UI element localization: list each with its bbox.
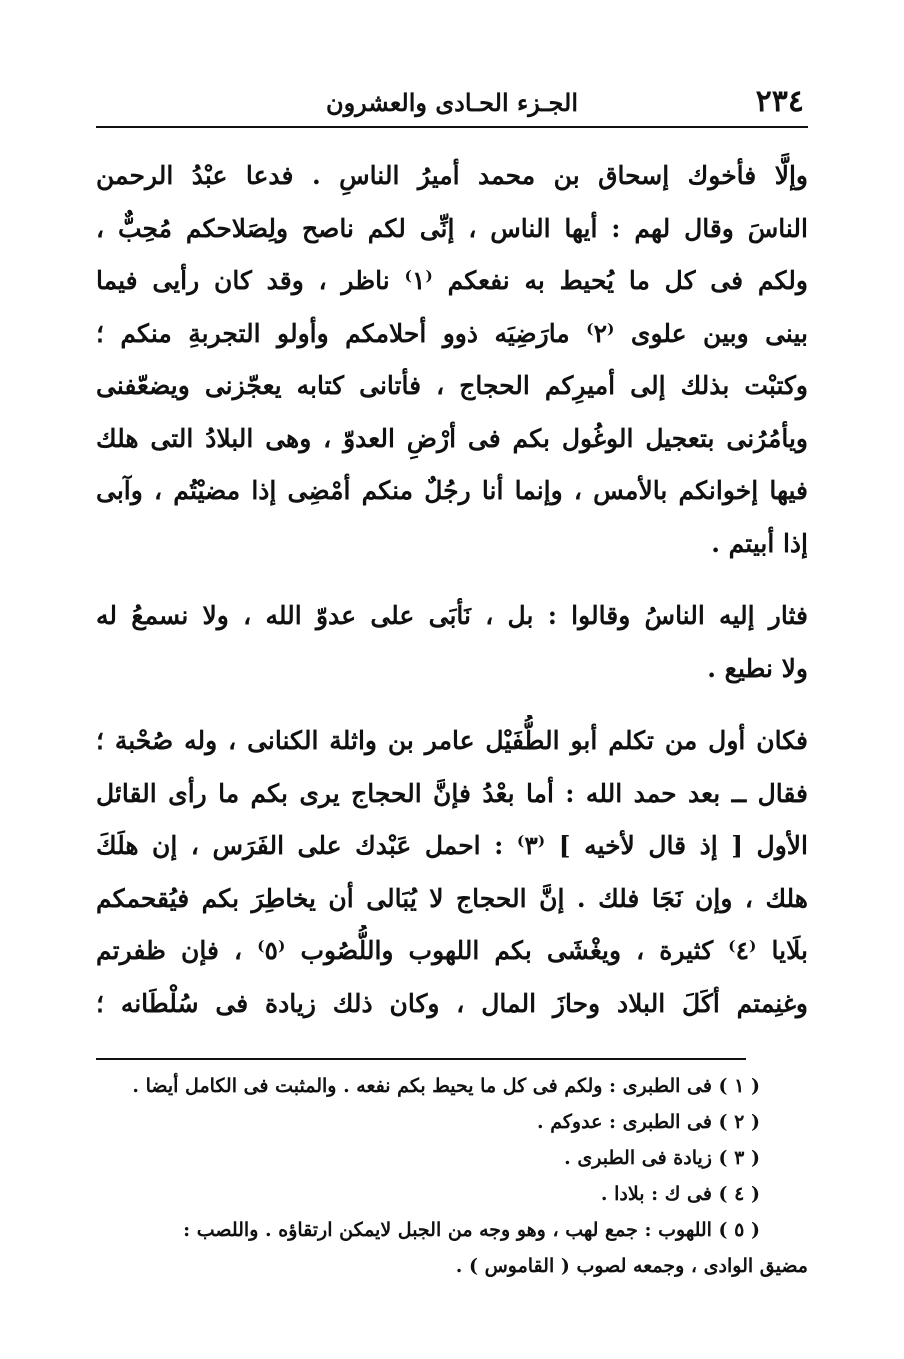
text-line: وكتبْت بذلك إلى أميرِكم الحجاج ، فأتانى كتابه يعجّزنى ويضعّفنى	[96, 371, 808, 400]
text-line: إذا أبيتم .	[711, 528, 808, 558]
paragraph-gap	[96, 695, 808, 715]
text-line: ولا نطيع .	[707, 653, 808, 683]
text-line: وإلَّا فأخوك إسحاق بن محمد أميرُ الناسِ . فدعا عبْدُ الرحمن	[96, 161, 808, 190]
footnote: ( ٣ ) زيادة فى الطبرى .	[564, 1147, 760, 1169]
paragraph	[96, 715, 808, 1030]
footnote: ( ٥ ) اللهوب : جمع لهب ، وهو وجه من الجبل لايمكن ارتقاؤه . واللصب :	[183, 1219, 760, 1241]
paragraph-gap	[96, 570, 808, 590]
running-head: الجـزء الحـادى والعشرون	[325, 88, 579, 117]
text-line: فقال ــ بعد حمد الله : أما بعْدُ فإنَّ الحجاج يرى بكم ما رأى القائل	[96, 778, 808, 808]
text-line: الأول [ إذ قال لأخيه ] ⁽٣⁾ : احمل عَبْدك على الفَرَس ، إن هلَكَ	[96, 831, 808, 860]
footnote: ( ٤ ) فى ك : بلادا .	[600, 1183, 760, 1205]
paragraph	[96, 590, 808, 695]
text-line: بلَايا ⁽٤⁾ كثيرة ، ويغْشَى بكم اللهوب واللُّصُوب ⁽٥⁾ ، فإن ظفرتم	[96, 936, 808, 965]
main-text	[96, 150, 808, 1030]
text-line: فيها إخوانكم بالأمس ، وإنما أنا رجُلٌ منكم أمْضِى إذا مضيْتُم ، وآبى	[96, 476, 808, 505]
text-line: بينى وبين علوى ⁽٢⁾ مارَضِيَه ذوو أحلامكم وأولو التجربةِ منكم ؛	[96, 318, 808, 348]
text-line: فكان أول من تكلم أبو الطُّفَيْل عامر بن واثلة الكنانى ، وله صُحْبة ؛	[96, 726, 808, 755]
text-line: الناسَ وقال لهم : أيها الناس ، إنِّى لكم ناصح ولِصَلاحكم مُحِبٌّ ،	[96, 213, 808, 243]
page-number: ٢٣٤	[755, 84, 804, 119]
footnote-continuation: مضيق الوادى ، وجمعه لصوب ( القاموس ) .	[455, 1255, 808, 1277]
text-line: فثار إليه الناسُ وقالوا : بل ، نَأبَى على عدوّ الله ، ولا نسمعُ له	[96, 601, 808, 630]
footnote: ( ١ ) فى الطبرى : ولكم فى كل ما يحيط بكم نفعه . والمثبت فى الكامل أيضا .	[132, 1075, 760, 1097]
text-line: ولكم فى كل ما يُحيط به نفعكم ⁽١⁾ ناظر ، وقد كان رأيى فيما	[96, 266, 808, 295]
page-header	[96, 82, 808, 128]
footnotes	[96, 1068, 808, 1284]
text-line: ويأمُرُنى بتعجيل الوغُول بكم فى أرْضِ العدوّ ، وهى البلادُ التى هلك	[96, 423, 808, 453]
footnote-divider	[96, 1058, 746, 1060]
paragraph	[96, 150, 808, 570]
text-line: هلك ، وإن نَجَا فلك . إنَّ الحجاج لا يُبَالى أن يخاطِرَ بكم فيُقحمكم	[96, 883, 808, 913]
text-line: وغنِمتم أكَلَ البلاد وحازَ المال ، وكان ذلك زيادة فى سُلْطَانه ؛	[96, 988, 808, 1018]
footnote: ( ٢ ) فى الطبرى : عدوكم .	[537, 1111, 760, 1133]
